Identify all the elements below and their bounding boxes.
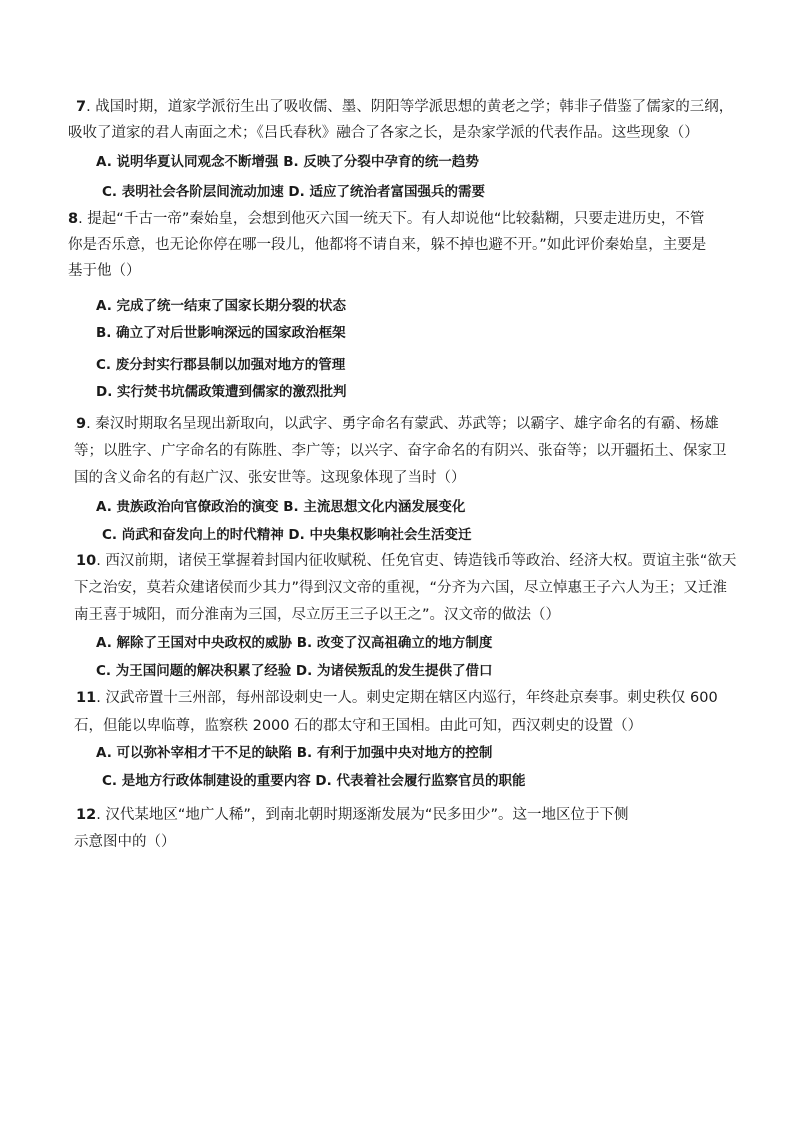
question-7-stem-1: . 战国时期，道家学派衍生出了吸收儒、墨、阴阳等学派思想的黄老之学；韩非子借鉴了儒家的三纲， [86, 99, 734, 115]
question-9-stem-2: 等；以胜字、广字命名的有陈胜、李广等；以兴字、奋字命名的有阴兴、张奋等；以开疆拓土、保家卫 [74, 443, 727, 459]
question-7-line-1 [76, 98, 733, 116]
question-7-options-cd[interactable]: C. 表明社会各阶层间流动加速 D. 适应了统治者富国强兵的需要 [102, 184, 485, 200]
question-9-options-ab[interactable]: A. 贵族政治向官僚政治的演变 B. 主流思想文化内涵发展变化 [96, 499, 466, 515]
question-9-line-1 [76, 415, 719, 433]
question-9-stem-3: 国的含义命名的有赵广汉、张安世等。这现象体现了当时（） [74, 470, 466, 486]
question-12-stem-1: . 汉代某地区“地广人稀”，到南北朝时期逐渐发展为“民多田少”。这一地区位于下侧 [96, 807, 629, 823]
question-10-stem-1: . 西汉前期，诸侯王掌握着封国内征收赋税、任免官吏、铸造钱币等政治、经济大权。贾谊主张“欲天 [96, 553, 737, 569]
question-8-stem-2: 你是否乐意，也无论你停在哪一段儿，他都将不请自来，躲不掉也避不开。”如此评价秦始皇，主要是 [68, 237, 707, 253]
question-8-stem-1: . 提起“千古一帝”秦始皇，会想到他灭六国一统天下。有人却说他“比较黏糊，只要走进历史，不管 [78, 211, 705, 227]
question-8-option-a[interactable]: A. 完成了统一结束了国家长期分裂的状态 [96, 298, 347, 314]
question-9-stem-1: . 秦汉时期取名呈现出新取向，以武字、勇字命名有蒙武、苏武等；以霸字、雄字命名的有霸、杨雄 [86, 416, 719, 432]
question-11-stem-2: 石，但能以卑临尊，监察秩 2000 石的郡太守和王国相。由此可知，西汉刺史的设置（） [74, 718, 643, 734]
question-11-line-1 [76, 689, 718, 707]
question-12-line-1 [76, 806, 628, 824]
question-12-stem-2: 示意图中的（） [74, 834, 176, 850]
question-10-stem-3: 南王喜于城阳，而分淮南为三国，尽立厉王三子以王之”。汉文帝的做法（） [74, 607, 561, 623]
question-11-number: 11 [76, 690, 97, 706]
question-11-options-ab[interactable]: A. 可以弥补宰相才干不足的缺陷 B. 有利于加强中央对地方的控制 [96, 745, 493, 761]
question-8-stem-3: 基于他（） [68, 263, 141, 279]
question-8-option-c[interactable]: C. 废分封实行郡县制以加强对地方的管理 [96, 357, 346, 373]
question-10-options-ab[interactable]: A. 解除了王国对中央政权的威胁 B. 改变了汉高祖确立的地方制度 [96, 635, 493, 651]
question-12-number: 12 [76, 807, 97, 823]
question-8-option-d[interactable]: D. 实行焚书坑儒政策遭到儒家的激烈批判 [96, 384, 347, 400]
question-10-options-cd[interactable]: C. 为王国问题的解决积累了经验 D. 为诸侯叛乱的发生提供了借口 [96, 663, 493, 679]
question-8-line-1 [68, 210, 704, 228]
question-8-option-b[interactable]: B. 确立了对后世影响深远的国家政治框架 [96, 325, 346, 341]
question-9-number: 9 [76, 416, 87, 432]
question-7-options-ab[interactable]: A. 说明华夏认同观念不断增强 B. 反映了分裂中孕育的统一趋势 [96, 154, 479, 170]
question-11-options-cd[interactable]: C. 是地方行政体制建设的重要内容 D. 代表着社会履行监察官员的职能 [102, 773, 526, 789]
question-7-stem-2: 吸收了道家的君人南面之术；《吕氏春秋》融合了各家之长，是杂家学派的代表作品。这些现象（） [68, 125, 699, 141]
question-11-stem-1: . 汉武帝置十三州部，每州部设刺史一人。刺史定期在辖区内巡行，年终赴京奏事。刺史秩仅 600 [96, 690, 718, 706]
question-10-line-1 [76, 552, 736, 570]
question-9-options-cd[interactable]: C. 尚武和奋发向上的时代精神 D. 中央集权影响社会生活变迁 [102, 527, 472, 543]
question-10-stem-2: 下之治安，莫若众建诸侯而少其力”得到汉文帝的重视，“分齐为六国，尽立悼惠王子六人为王；又迁淮 [74, 580, 728, 596]
question-10-number: 10 [76, 553, 97, 569]
question-8-number: 8 [68, 211, 79, 227]
question-7-number: 7 [76, 99, 87, 115]
